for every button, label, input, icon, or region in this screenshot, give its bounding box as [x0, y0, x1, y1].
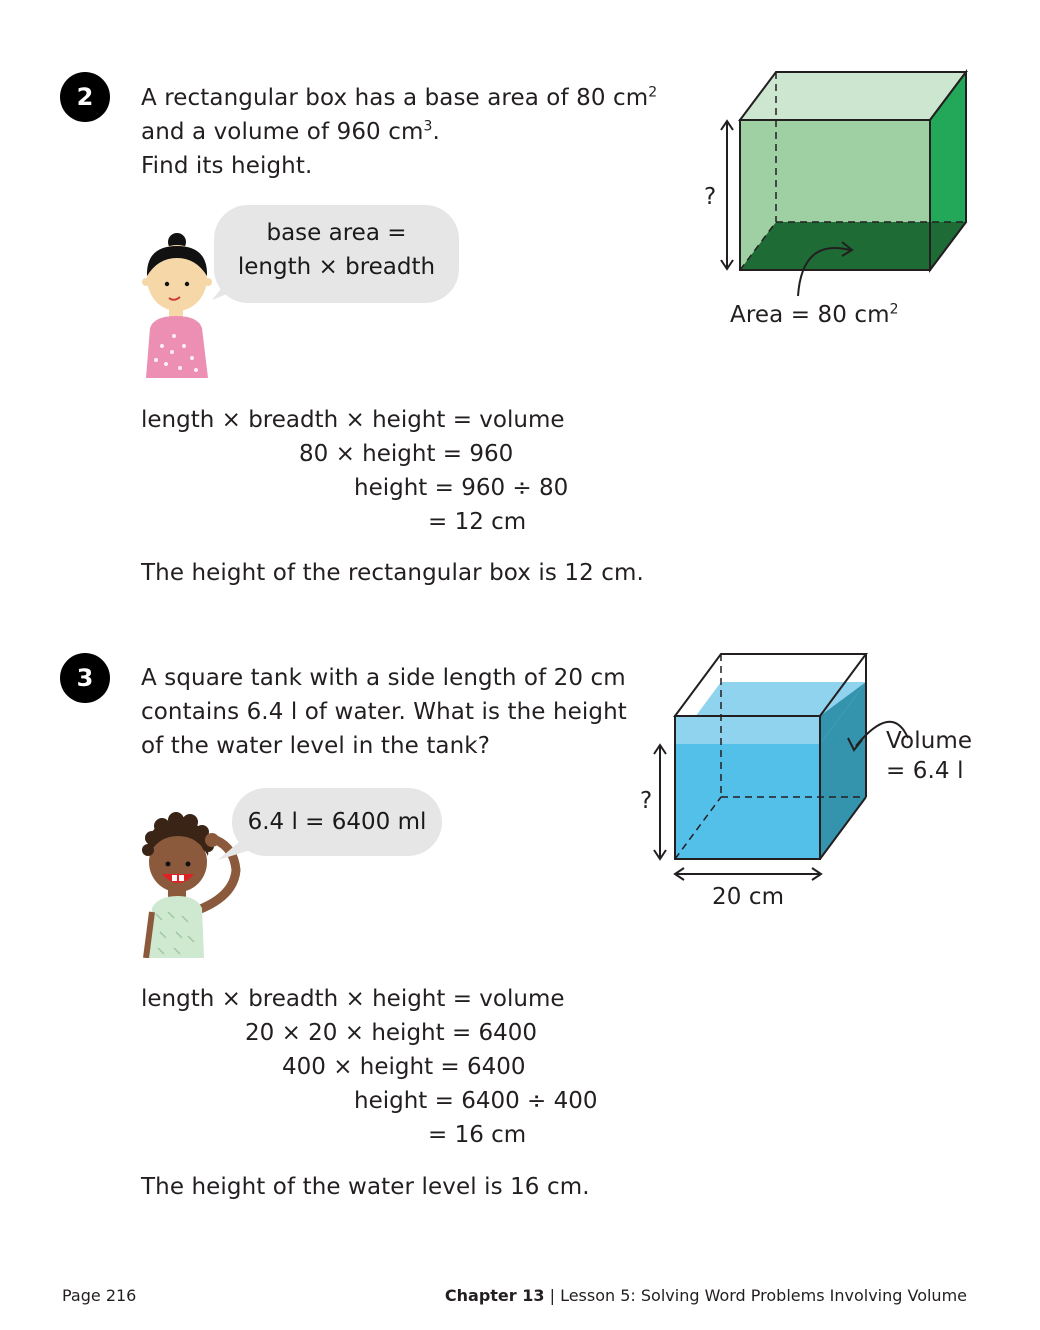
problem-line: contains 6.4 l of water. What is the height — [141, 699, 627, 725]
problem-text — [141, 661, 627, 763]
problem-line: of the water level in the tank? — [141, 733, 491, 759]
chapter-lesson-footer — [445, 1286, 967, 1305]
question-number: 2 — [76, 83, 94, 111]
working-line: length × breadth × height = volume — [141, 407, 565, 433]
width-label: 20 cm — [712, 884, 785, 910]
speech-bubble — [214, 205, 459, 303]
question-number-badge — [60, 653, 110, 703]
working-line: = 16 cm — [428, 1122, 527, 1148]
bubble-line: length × breadth — [237, 254, 436, 280]
working-line: length × breadth × height = volume — [141, 986, 565, 1012]
working-line: = 12 cm — [428, 509, 527, 535]
question-number: 3 — [76, 664, 94, 692]
problem-text — [141, 81, 657, 183]
height-unknown-label: ? — [704, 184, 717, 210]
bubble-line: base area = — [266, 220, 407, 246]
problem-line: Find its height. — [141, 153, 313, 179]
area-label: Area = 80 $cm^2$ — [730, 301, 899, 328]
problem-line: A rectangular box has a base area of 80 $cm^2$ — [141, 84, 658, 111]
bubble-line: 6.4 l = 6400 ml — [247, 809, 427, 835]
answer-text: The height of the rectangular box is 12 cm. — [141, 560, 644, 586]
answer-text: The height of the water level is 16 cm. — [141, 1174, 590, 1200]
working-line: 20 × 20 × height = 6400 — [245, 1020, 538, 1046]
lesson-label: Lesson 5: Solving Word Problems Involving Volume — [560, 1286, 967, 1305]
footer-separator: | — [549, 1286, 555, 1305]
working-line: height = 6400 ÷ 400 — [354, 1088, 598, 1114]
speech-bubble — [232, 788, 442, 856]
problem-line: A square tank with a side length of 20 cm — [141, 665, 626, 691]
page-number: Page 216 — [62, 1286, 137, 1305]
height-unknown-label: ? — [640, 788, 653, 814]
problem-line: and a volume of 960 $cm^3$. — [141, 118, 440, 145]
volume-label: Volume = 6.4 l — [886, 728, 973, 784]
question-number-badge — [60, 72, 110, 122]
working-line: height = 960 ÷ 80 — [354, 475, 569, 501]
working-line: 400 × height = 6400 — [282, 1054, 526, 1080]
working-line: 80 × height = 960 — [299, 441, 514, 467]
chapter-label: Chapter 13 — [444, 1286, 545, 1305]
